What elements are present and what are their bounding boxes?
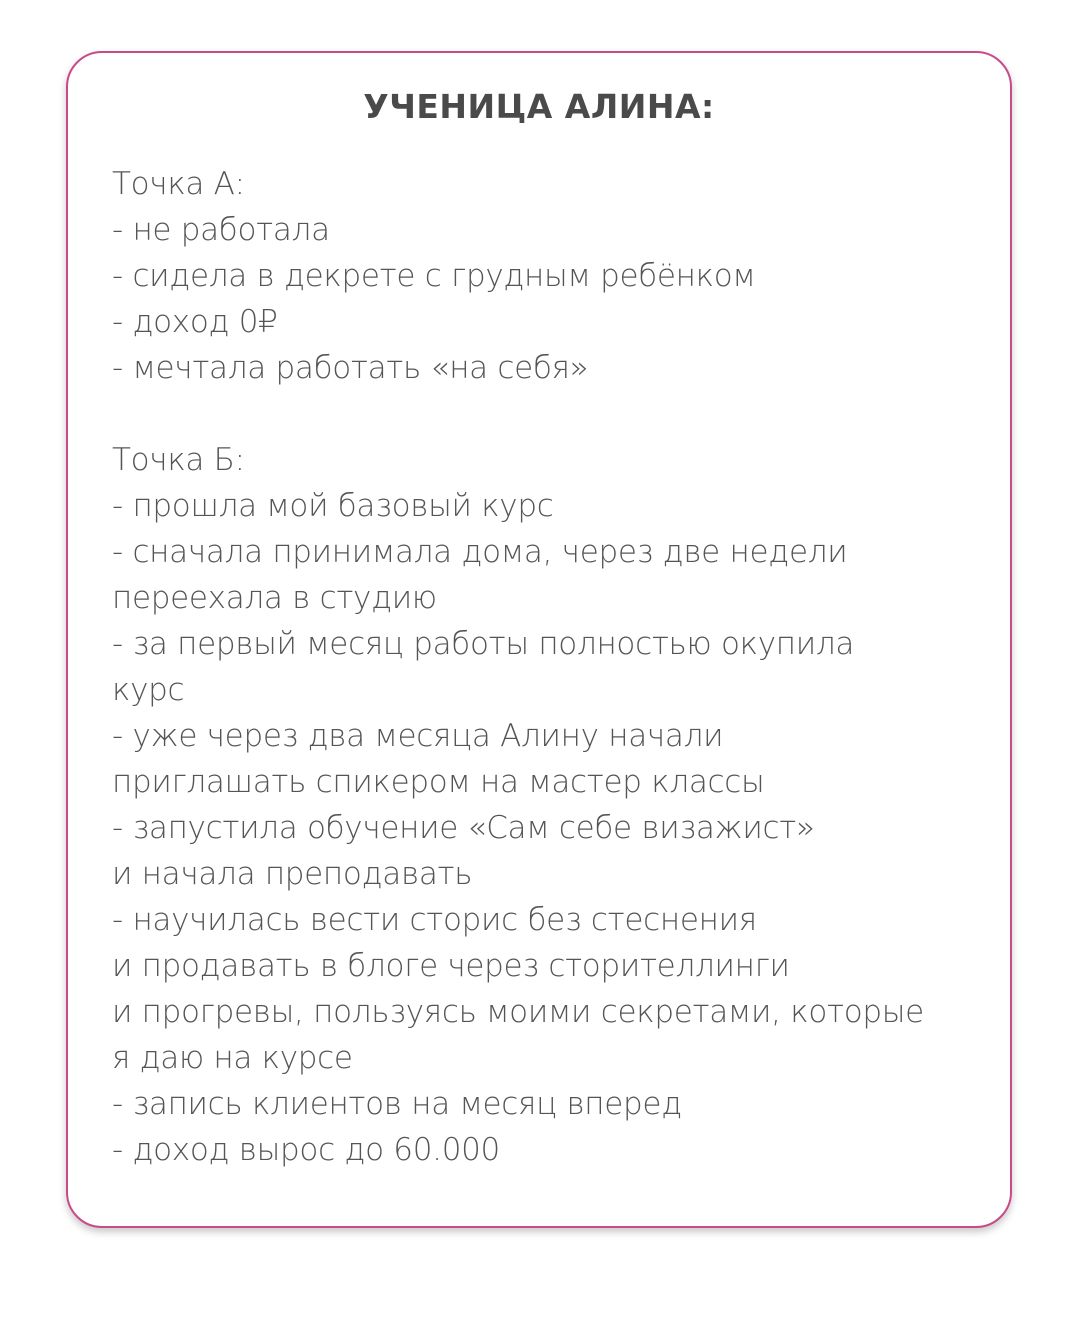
point-b-line: - уже через два месяца Алину начали — [112, 718, 724, 754]
point-b-line: и прогревы, пользуясь моими секретами, которые — [112, 994, 924, 1030]
point-b-line: и продавать в блоге через сторителлинги — [112, 948, 790, 984]
point-a-line: - доход 0₽ — [112, 304, 278, 340]
point-b-line: - запись клиентов на месяц вперед — [112, 1086, 682, 1122]
point-b-line: курс — [112, 672, 185, 708]
point-a-line: - не работала — [112, 212, 330, 248]
story-card — [66, 51, 1012, 1228]
point-b-line: переехала в студию — [112, 580, 437, 616]
point-b-line: - сначала принимала дома, через две недели — [112, 534, 848, 570]
point-a-line: - мечтала работать «на себя» — [112, 350, 589, 386]
point-b-heading: Точка Б: — [112, 442, 245, 478]
point-b-line: - научилась вести сторис без стеснения — [112, 902, 757, 938]
point-b-line: я даю на курсе — [112, 1040, 353, 1076]
point-b-line: - за первый месяц работы полностью окупила — [112, 626, 855, 662]
point-b-line: - прошла мой базовый курс — [112, 488, 554, 524]
point-b-line: и начала преподавать — [112, 856, 473, 892]
point-a-heading: Точка А: — [112, 166, 245, 202]
point-b-line: - доход вырос до 60.000 — [112, 1132, 500, 1168]
point-b-line: - запустила обучение «Сам себе визажист» — [112, 810, 815, 846]
point-b-line: приглашать спикером на мастер классы — [112, 764, 765, 800]
point-a-line: - сидела в декрете с грудным ребёнком — [112, 258, 756, 294]
card-title: УЧЕНИЦА АЛИНА: — [363, 87, 715, 126]
section-spacer — [112, 391, 1002, 437]
card-content — [112, 161, 1002, 1173]
